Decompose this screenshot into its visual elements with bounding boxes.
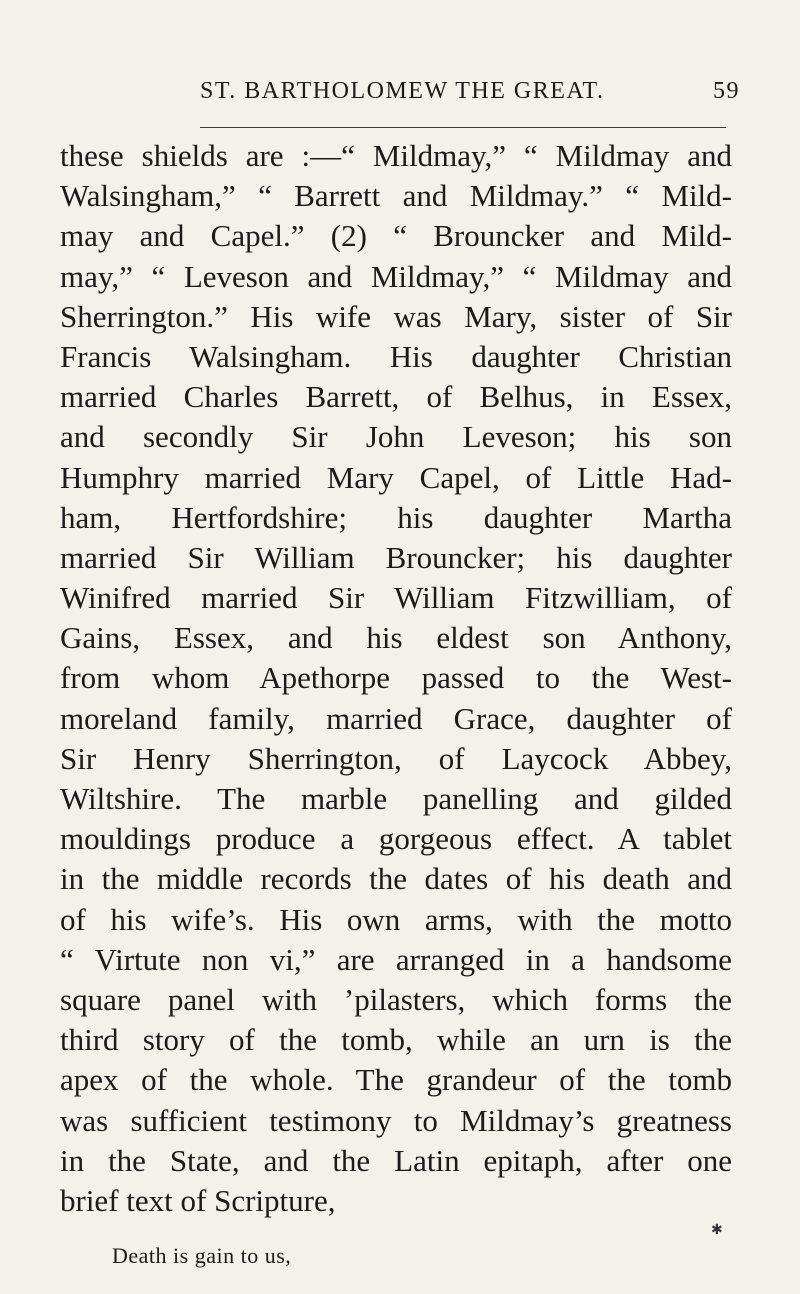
text-line: in the middle records the dates of his death and	[60, 861, 732, 897]
text-line: in the State, and the Latin epitaph, after one	[60, 1142, 732, 1178]
text-line: moreland family, married Grace, daughter of	[60, 700, 732, 736]
text-line: married Sir William Brouncker; his daughter	[60, 539, 732, 575]
text-line: “ Virtute non vi,” are arranged in a handsome	[60, 941, 732, 977]
running-title: ST. BARTHOLOMEW THE GREAT.	[200, 78, 605, 104]
text-line: apex of the whole. The grandeur of the tomb	[60, 1062, 732, 1098]
header-rule	[200, 127, 726, 128]
text-line: Humphry married Mary Capel, of Little Had-	[60, 459, 732, 495]
text-line: ham, Hertfordshire; his daughter Martha	[60, 499, 732, 535]
text-line: and secondly Sir John Leveson; his son	[60, 419, 732, 455]
text-line: Winifred married Sir William Fitzwilliam, of	[60, 580, 732, 616]
text-line: mouldings produce a gorgeous effect. A tablet	[60, 821, 732, 857]
text-line: of his wife’s. His own arms, with the motto	[60, 901, 732, 937]
text-line: may,” “ Leveson and Mildmay,” “ Mildmay and	[60, 258, 732, 294]
epitaph-quote: Death is gain to us,	[112, 1243, 292, 1268]
text-line: Francis Walsingham. His daughter Christian	[60, 338, 732, 374]
printer-mark: ✱	[711, 1223, 723, 1238]
running-header	[200, 78, 740, 105]
text-line: from whom Apethorpe passed to the West-	[60, 660, 732, 696]
body-text	[60, 136, 732, 1221]
text-line: square panel with ’pilasters, which forms the	[60, 981, 732, 1017]
text-line: these shields are :—“ Mildmay,” “ Mildmay and	[60, 138, 732, 173]
text-line: may and Capel.” (2) “ Brouncker and Mild-	[60, 218, 732, 254]
text-line: Sherrington.” His wife was Mary, sister of Sir	[60, 298, 732, 334]
page-number: 59	[713, 78, 740, 104]
text-line: third story of the tomb, while an urn is the	[60, 1022, 732, 1058]
text-line: married Charles Barrett, of Belhus, in Essex,	[60, 379, 732, 415]
text-line: Walsingham,” “ Barrett and Mildmay.” “ Mild-	[60, 178, 732, 214]
text-line: Gains, Essex, and his eldest son Anthony,	[60, 620, 732, 656]
text-line: was sufficient testimony to Mildmay’s greatness	[60, 1102, 732, 1138]
text-line: brief text of Scripture,	[60, 1182, 336, 1218]
text-line: Wiltshire. The marble panelling and gilded	[60, 781, 732, 816]
text-line: Sir Henry Sherrington, of Laycock Abbey,	[60, 740, 732, 776]
